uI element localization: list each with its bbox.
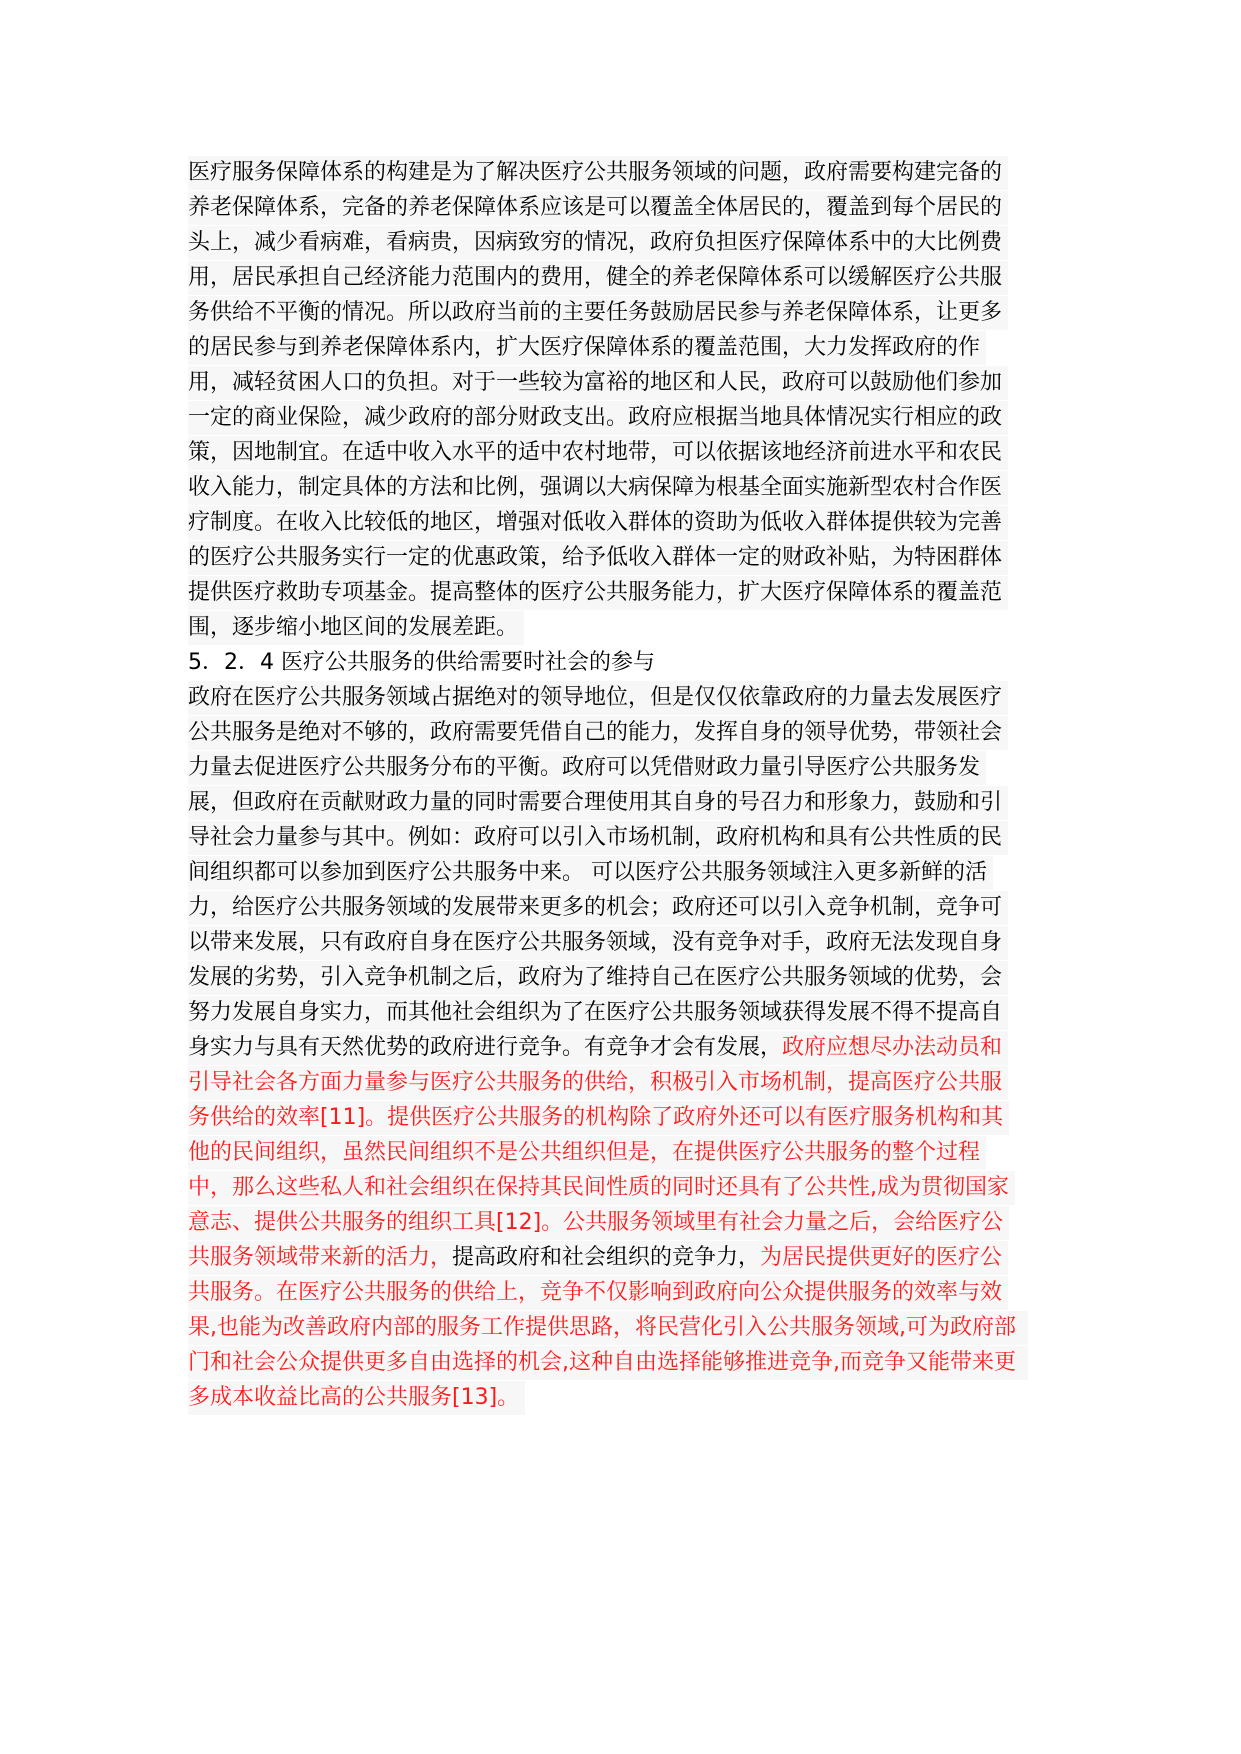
- text-line: [188, 856, 993, 890]
- text-line: [188, 1311, 1028, 1345]
- text-line: [188, 751, 986, 785]
- text-line: [188, 1031, 1008, 1065]
- text-run: 提供医疗救助专项基金。提高整体的医疗公共服务能力，扩大医疗保障体系的覆盖范: [188, 580, 1003, 605]
- text-line: [188, 926, 1008, 960]
- highlighted-text-run: 共服务。在医疗公共服务的供给上，竞争不仅影响到政府向公众提供服务的效率与效: [188, 1280, 1003, 1305]
- highlighted-text-run: 共服务领域带来新的活力，: [188, 1245, 453, 1270]
- text-line: [188, 506, 1008, 540]
- text-line: [188, 541, 1008, 575]
- text-line: [188, 786, 1008, 820]
- highlighted-text-run: 果,也能为改善政府内部的服务工作提供思路，将民营化引入公共服务领域,可为政府部: [188, 1315, 1016, 1340]
- text-line: [188, 366, 1008, 400]
- text-line: [188, 681, 1008, 715]
- highlighted-text-run: 积极引入市场机制，提高医疗公共服: [650, 1070, 1003, 1095]
- text-line: [188, 226, 1008, 260]
- text-run: 力量去促进医疗公共服务分布的平衡。政府可以凭借财政力量引导医疗公共服务发: [188, 755, 981, 780]
- text-run: 围，逐步缩小地区间的发展差距。: [188, 615, 519, 640]
- text-line: [188, 191, 1008, 225]
- text-run: 一定的商业保险，减少政府的部分财政支出。政府应根据当地具体情况实行相应的政: [188, 405, 1003, 430]
- text-line: [188, 996, 1008, 1030]
- text-run: 医疗服务保障体系的构建是为了解决医疗公共服务领域的问题，政府需要构建完备的: [188, 160, 1003, 185]
- text-line: [188, 821, 1008, 855]
- text-run: 展，但政府在贡献财政力量的同时需要合理使用其自身的号召力和形象力，鼓励和引: [188, 790, 1003, 815]
- text-run: 提高政府和社会组织的竞争力，: [452, 1245, 761, 1270]
- text-line: [188, 1346, 1028, 1380]
- text-run: 5．2．4 医疗公共服务的供给需要时社会的参与: [188, 650, 655, 675]
- text-line: [188, 1206, 1009, 1240]
- text-line: [188, 576, 1008, 610]
- highlighted-text-run: 门和社会公众提供更多自由选择的机会,这种自由选择能够推进竞争,而竞争又能带来更: [188, 1350, 1016, 1375]
- highlighted-text-run: 政府应想尽办法动员和: [782, 1035, 1003, 1060]
- section-heading: [188, 646, 661, 680]
- text-run: 以带来发展，只有政府自身在医疗公共服务领域，没有竞争对手，政府无法发现自身: [188, 930, 1003, 955]
- text-run: 养老保障体系，完备的养老保障体系应该是可以覆盖全体居民的，覆盖到每个居民的: [188, 195, 1003, 220]
- text-line: [188, 1381, 525, 1415]
- text-run: 的居民参与到养老保障体系内，扩大医疗保障体系的覆盖范围，大力发挥政府的作: [188, 335, 981, 360]
- text-run: 政府在医疗公共服务领域占据绝对的领导地位，但是仅仅依靠政府的力量去发展医疗: [188, 685, 1003, 710]
- highlighted-text-run: 务供给的效率[11]。提供医疗公共服务的机构除了政府外还可以有医疗服务机构和其: [188, 1105, 1004, 1130]
- text-run: 导社会力量参与其中。例如：政府可以引入市场机制，政府机构和具有公共性质的民: [188, 825, 1003, 850]
- text-line: [188, 1101, 1009, 1135]
- highlighted-text-run: 中，那么这些私人和社会组织在保持其民间性质的同时还具有了公共性,成为贯彻国家: [188, 1175, 1009, 1200]
- text-run: 努力发展自身实力，而其他社会组织为了在医疗公共服务领域获得发展不得不提高自: [188, 1000, 1003, 1025]
- text-run: 用，减轻贫困人口的负担。对于一些较为富裕的地区和人民，政府可以鼓励他们参加: [188, 370, 1003, 395]
- text-line: [188, 1171, 1015, 1205]
- text-run: 头上，减少看病难，看病贵，因病致穷的情况，政府负担医疗保障体系中的大比例费: [188, 230, 1003, 255]
- highlighted-text-run: 引导社会各方面力量参与医疗公共服务的供给，: [188, 1070, 651, 1095]
- text-line: [188, 611, 524, 645]
- highlighted-text-run: 为居民提供更好的医疗公: [760, 1245, 1003, 1270]
- highlighted-text-run: 他的民间组织，虽然民间组织不是公共组织但是，在提供医疗公共服务的整个过程: [188, 1140, 981, 1165]
- text-line: [188, 401, 1008, 435]
- text-run: 公共服务是绝对不够的，政府需要凭借自己的能力，发挥自身的领导优势，带领社会: [188, 720, 1003, 745]
- text-line: [188, 716, 1008, 750]
- text-line: [188, 1276, 1008, 1310]
- highlighted-text-run: 意志、提供公共服务的组织工具[12]。公共服务领域里有社会力量之后，会给医疗公: [188, 1210, 1004, 1235]
- text-line: [188, 156, 1008, 190]
- text-run: 发展的劣势，引入竞争机制之后，政府为了维持自己在医疗公共服务领域的优势，会: [188, 965, 1003, 990]
- text-line: [188, 436, 1008, 470]
- text-run: 收入能力，制定具体的方法和比例，强调以大病保障为根基全面实施新型农村合作医: [188, 475, 1003, 500]
- text-run: 策，因地制宜。在适中收入水平的适中农村地带，可以依据该地经济前进水平和农民: [188, 440, 1003, 465]
- text-line: [188, 891, 1008, 925]
- text-line: [188, 1241, 1008, 1275]
- text-line: [188, 471, 1008, 505]
- highlighted-text-run: 多成本收益比高的公共服务[13]。: [188, 1385, 520, 1410]
- text-run: 务供给不平衡的情况。所以政府当前的主要任务鼓励居民参与养老保障体系，让更多: [188, 300, 1003, 325]
- text-run: 间组织都可以参加到医疗公共服务中来。 可以医疗公共服务领域注入更多新鲜的活: [188, 860, 987, 885]
- text-line: [188, 261, 1008, 295]
- text-run: 用，居民承担自己经济能力范围内的费用，健全的养老保障体系可以缓解医疗公共服: [188, 265, 1003, 290]
- text-line: [188, 1066, 1008, 1100]
- text-run: 力，给医疗公共服务领域的发展带来更多的机会；政府还可以引入竞争机制，竞争可: [188, 895, 1003, 920]
- text-run: 身实力与具有天然优势的政府进行竞争。有竞争才会有发展，: [188, 1035, 783, 1060]
- text-run: 疗制度。在收入比较低的地区，增强对低收入群体的资助为低收入群体提供较为完善: [188, 510, 1003, 535]
- text-line: [188, 296, 1008, 330]
- text-run: 的医疗公共服务实行一定的优惠政策，给予低收入群体一定的财政补贴，为特困群体: [188, 545, 1003, 570]
- text-line: [188, 331, 986, 365]
- text-line: [188, 1136, 986, 1170]
- text-line: [188, 961, 1008, 995]
